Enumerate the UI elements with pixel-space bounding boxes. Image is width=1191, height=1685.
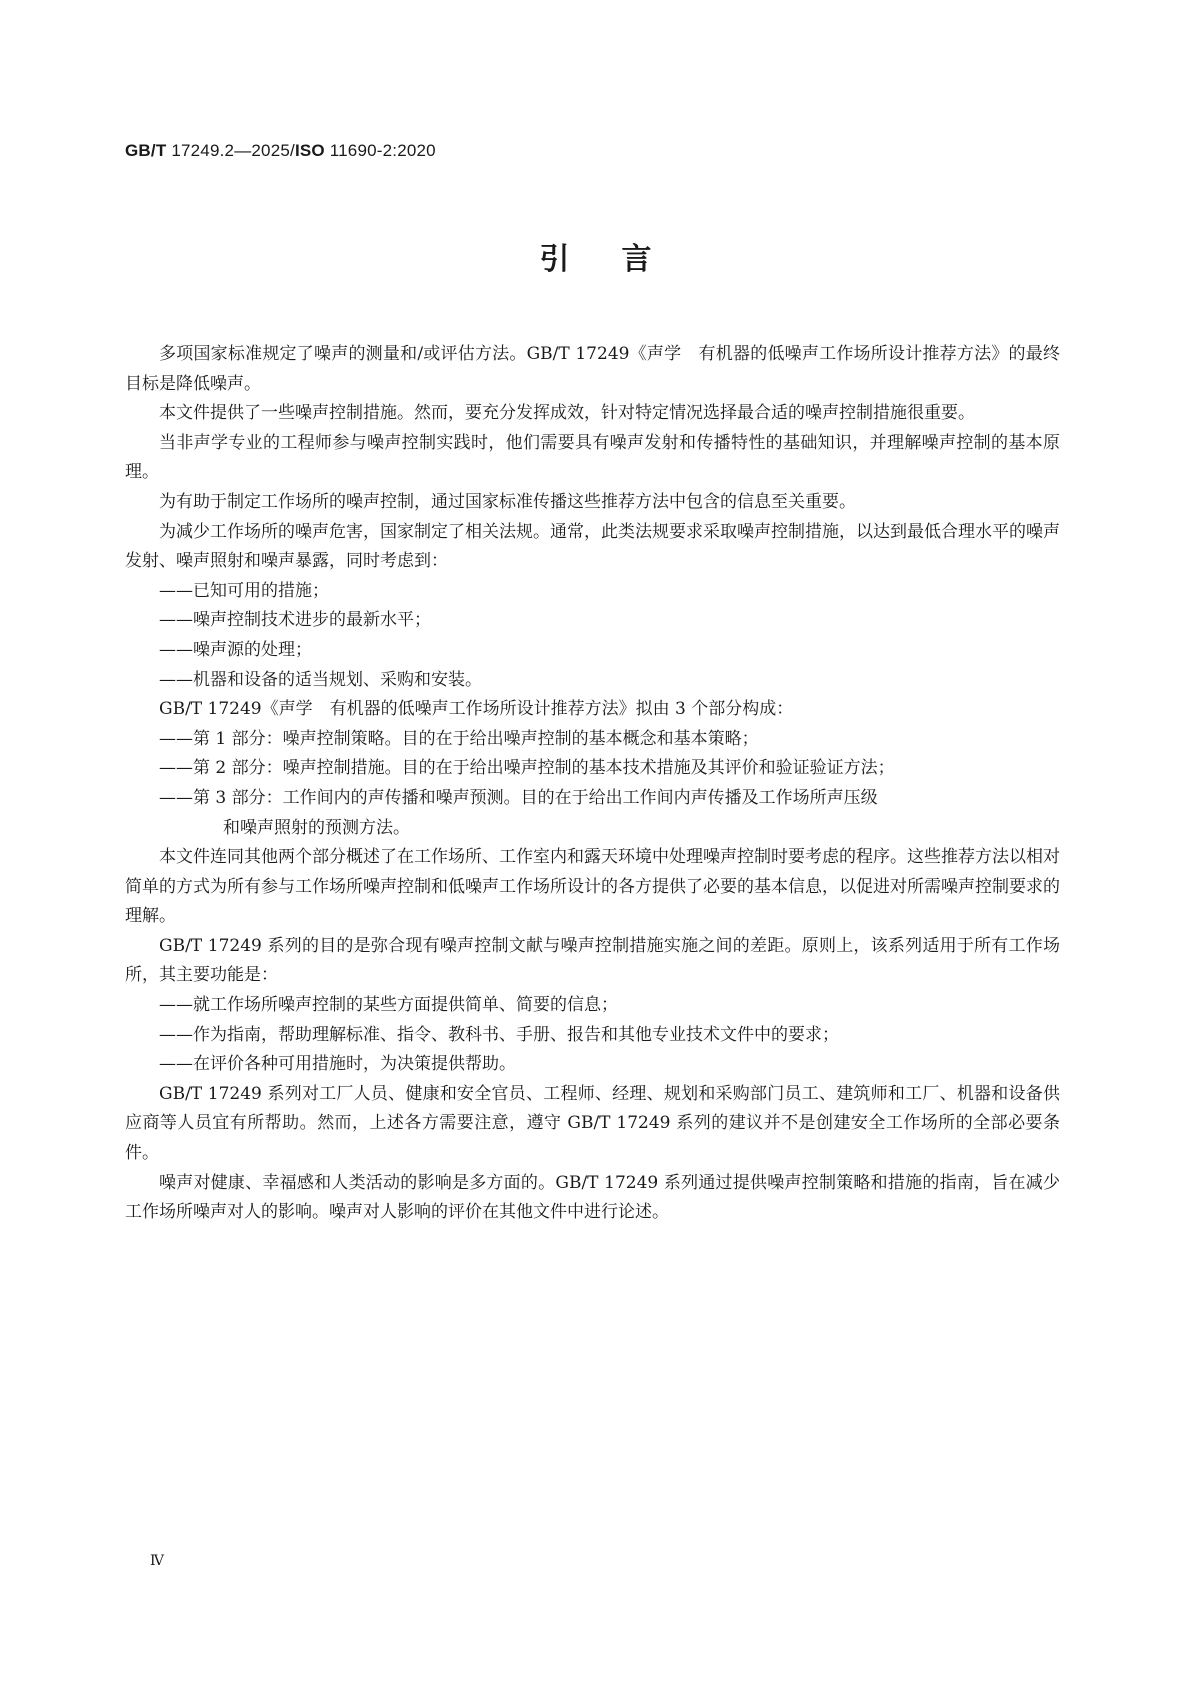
part-3-item: ——第 3 部分：工作间内的声传播和噪声预测。目的在于给出工作间内声传播及工作场所声压级	[159, 787, 878, 808]
standard-number-header	[125, 141, 436, 161]
paragraph-2: 本文件提供了一些噪声控制措施。然而，要充分发挥成效，针对特定情况选择最合适的噪声控制措施很重要。	[159, 403, 975, 424]
paragraph-5: 为减少工作场所的噪声危害，国家制定了相关法规。通常，此类法规要求采取噪声控制措施，以达到最低合理水平的噪声发射、噪声照射和噪声暴露，同时考虑到：	[125, 521, 1060, 572]
std-prefix: GB/T	[125, 141, 167, 160]
paragraph-1: 多项国家标准规定了噪声的测量和/或评估方法。GB/T 17249《声学 有机器的低噪声工作场所设计推荐方法》的最终目标是降低噪声。	[125, 344, 1060, 394]
list-item: ——在评价各种可用措施时，为决策提供帮助。	[159, 1054, 516, 1075]
paragraph-10: 噪声对健康、幸福感和人类活动的影响是多方面的。GB/T 17249 系列通过提供噪声控制策略和措施的指南，旨在减少工作场所噪声对人的影响。噪声对人影响的评价在其他文件中进行论述。	[125, 1172, 1060, 1223]
iso-number: 11690-2:2020	[324, 141, 436, 160]
paragraph-6: GB/T 17249《声学 有机器的低噪声工作场所设计推荐方法》拟由 3 个部分构成：	[159, 699, 794, 720]
paragraph-3: 当非声学专业的工程师参与噪声控制实践时，他们需要具有噪声发射和传播特性的基础知识，并理解噪声控制的基本原理。	[125, 432, 1060, 483]
paragraph-8: GB/T 17249 系列的目的是弥合现有噪声控制文献与噪声控制措施实施之间的差距。原则上，该系列适用于所有工作场所，其主要功能是：	[125, 935, 1060, 986]
list-item: ——已知可用的措施；	[159, 580, 329, 601]
part-2-item: ——第 2 部分：噪声控制措施。目的在于给出噪声控制的基本技术措施及其评价和验证验证方法；	[159, 758, 895, 779]
paragraph-9: GB/T 17249 系列对工厂人员、健康和安全官员、工程师、经理、规划和采购部门员工、建筑师和工厂、机器和设备供应商等人员宜有所帮助。然而，上述各方需要注意，遵守 GB/T 17249 系列的建议并不是创建安全工作场所的全部必要条件。	[125, 1083, 1060, 1164]
part-3-item-continuation: 和噪声照射的预测方法。	[223, 817, 410, 838]
part-1-item: ——第 1 部分：噪声控制策略。目的在于给出噪声控制的基本概念和基本策略；	[159, 728, 759, 749]
paragraph-7: 本文件连同其他两个部分概述了在工作场所、工作室内和露天环境中处理噪声控制时要考虑的程序。这些推荐方法以相对简单的方式为所有参与工作场所噪声控制和低噪声工作场所设计的各方提供了必要的基本信息，以促进对所需噪声控制要求的理解。	[125, 847, 1060, 927]
list-item: ——噪声源的处理；	[159, 639, 312, 660]
page-number: Ⅳ	[150, 1553, 164, 1569]
list-item: ——机器和设备的适当规划、采购和安装。	[159, 669, 482, 690]
list-item: ——作为指南，帮助理解标准、指令、教科书、手册、报告和其他专业技术文件中的要求；	[159, 1024, 839, 1045]
page-title: 引言	[539, 242, 704, 277]
iso-prefix: ISO	[294, 141, 325, 160]
list-item: ——噪声控制技术进步的最新水平；	[159, 610, 431, 631]
list-item: ——就工作场所噪声控制的某些方面提供简单、简要的信息；	[159, 995, 618, 1016]
paragraph-4: 为有助于制定工作场所的噪声控制，通过国家标准传播这些推荐方法中包含的信息至关重要。	[159, 491, 856, 512]
document-body	[125, 340, 1060, 1228]
std-number: 17249.2—2025/	[166, 141, 295, 160]
